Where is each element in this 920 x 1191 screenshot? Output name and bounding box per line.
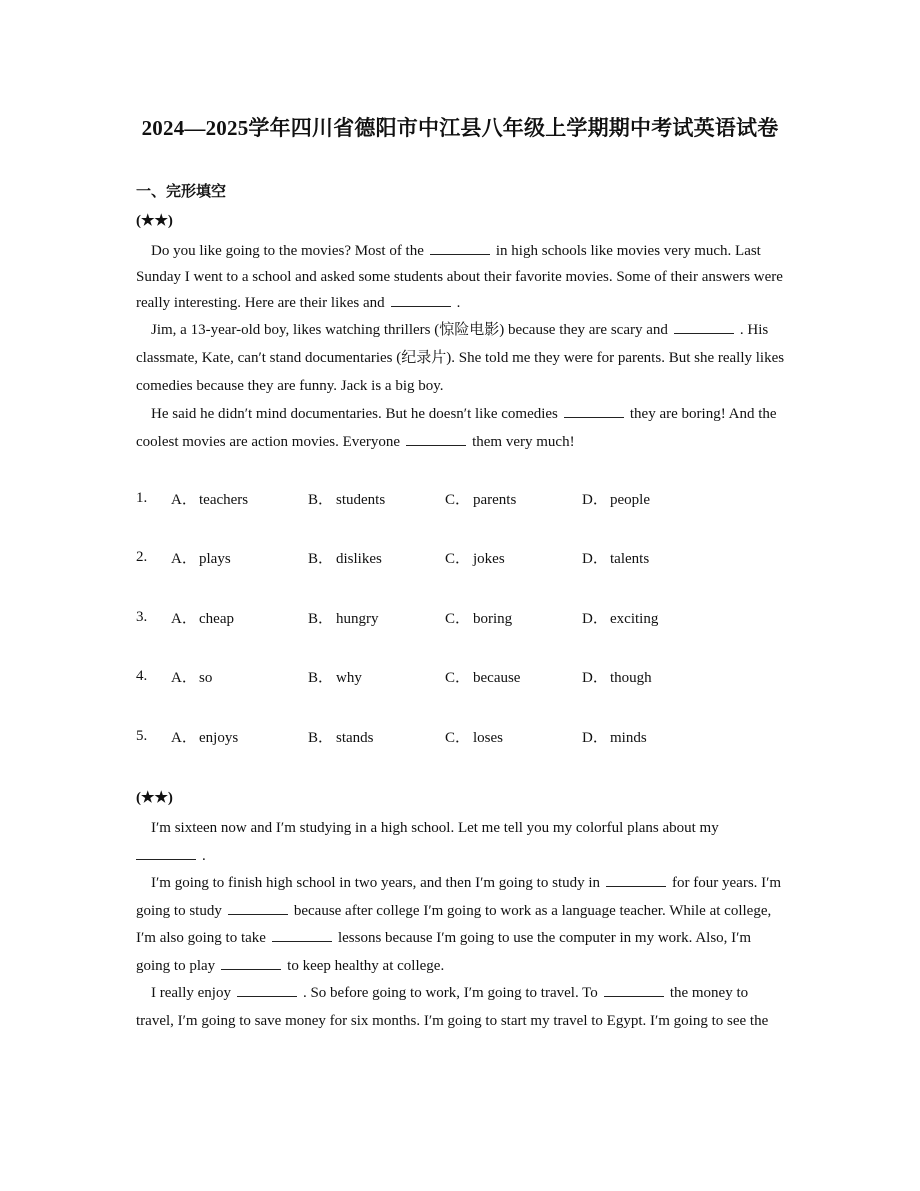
question-number: 1. [136,490,148,506]
question-row [136,607,786,629]
answer-blank [272,927,332,942]
section-title: 一、完形填空 [136,184,227,200]
difficulty-stars: (★★) [136,790,173,806]
option-b[interactable]: B． stands [308,730,374,746]
option-b[interactable]: B． hungry [308,611,379,627]
answer-blank [564,403,624,418]
paragraph: Do you like going to the movies? Most of the in high schools like movies very much. Last Sunday I went to a school and asked some students about their favorite movies. Some of their answers were really interesting. Here are their likes and . [136,238,786,316]
option-d[interactable]: D． people [582,492,650,508]
answer-blank [674,319,734,334]
question-row [136,666,786,688]
answer-blank [221,955,281,970]
option-d[interactable]: D． talents [582,551,650,567]
answer-blank [391,292,451,307]
option-c[interactable]: C． because [445,670,521,686]
question-number: 4. [136,668,148,684]
option-a[interactable]: A． cheap [171,611,234,627]
question-row [136,726,786,748]
answer-blank [406,431,466,446]
option-b[interactable]: B． why [308,670,362,686]
option-c[interactable]: C． loses [445,730,503,746]
paragraph: Jim, a 13-year-old boy, likes watching thrillers (惊险电影) because they are scary and . His classmate, Kate, can′t stand documentaries (纪录片). She told me they were for parents. But she really likes comedies because they are funny. Jack is a big boy. [136,316,786,400]
option-d[interactable]: D． minds [582,730,647,746]
option-c[interactable]: C． parents [445,492,517,508]
answer-blank [136,845,196,860]
option-c[interactable]: C． boring [445,611,513,627]
paragraph: I′m sixteen now and I′m studying in a high school. Let me tell you my colorful plans about my . [136,815,786,870]
paragraph: He said he didn′t mind documentaries. But he doesn′t like comedies they are boring! And the coolest movies are action movies. Everyone them very much! [136,400,786,456]
answer-blank [228,900,288,915]
paragraph: I′m going to finish high school in two years, and then I′m going to study in for four years. I′m going to study because after college I′m going to work as a language teacher. While at college, I′m also going to take lessons because I′m going to use the computer in my work. Also, I′m going to play to keep healthy at college. [136,870,786,980]
paragraph: I really enjoy . So before going to work, I′m going to travel. To the money to travel, I′m going to save money for six months. I′m going to start my travel to Egypt. I′m going to see the [136,980,786,1035]
question-row [136,488,786,510]
option-d[interactable]: D． exciting [582,611,659,627]
answer-blank [604,982,664,997]
option-a[interactable]: A． teachers [171,492,249,508]
option-b[interactable]: B． students [308,492,386,508]
passage-1 [136,238,786,456]
option-b[interactable]: B． dislikes [308,551,382,567]
option-a[interactable]: A． so [171,670,213,686]
question-number: 2. [136,549,148,565]
answer-blank [606,872,666,887]
passage-2 [136,815,786,1035]
option-d[interactable]: D． though [582,670,652,686]
question-number: 5. [136,728,148,744]
page-title: 2024—2025学年四川省德阳市中江县八年级上学期期中考试英语试卷 [141,116,779,140]
answer-blank [237,982,297,997]
option-a[interactable]: A． enjoys [171,730,239,746]
question-number: 3. [136,609,148,625]
question-row [136,547,786,569]
answer-blank [430,240,490,255]
difficulty-stars: (★★) [136,213,173,229]
option-c[interactable]: C． jokes [445,551,505,567]
option-a[interactable]: A． plays [171,551,231,567]
